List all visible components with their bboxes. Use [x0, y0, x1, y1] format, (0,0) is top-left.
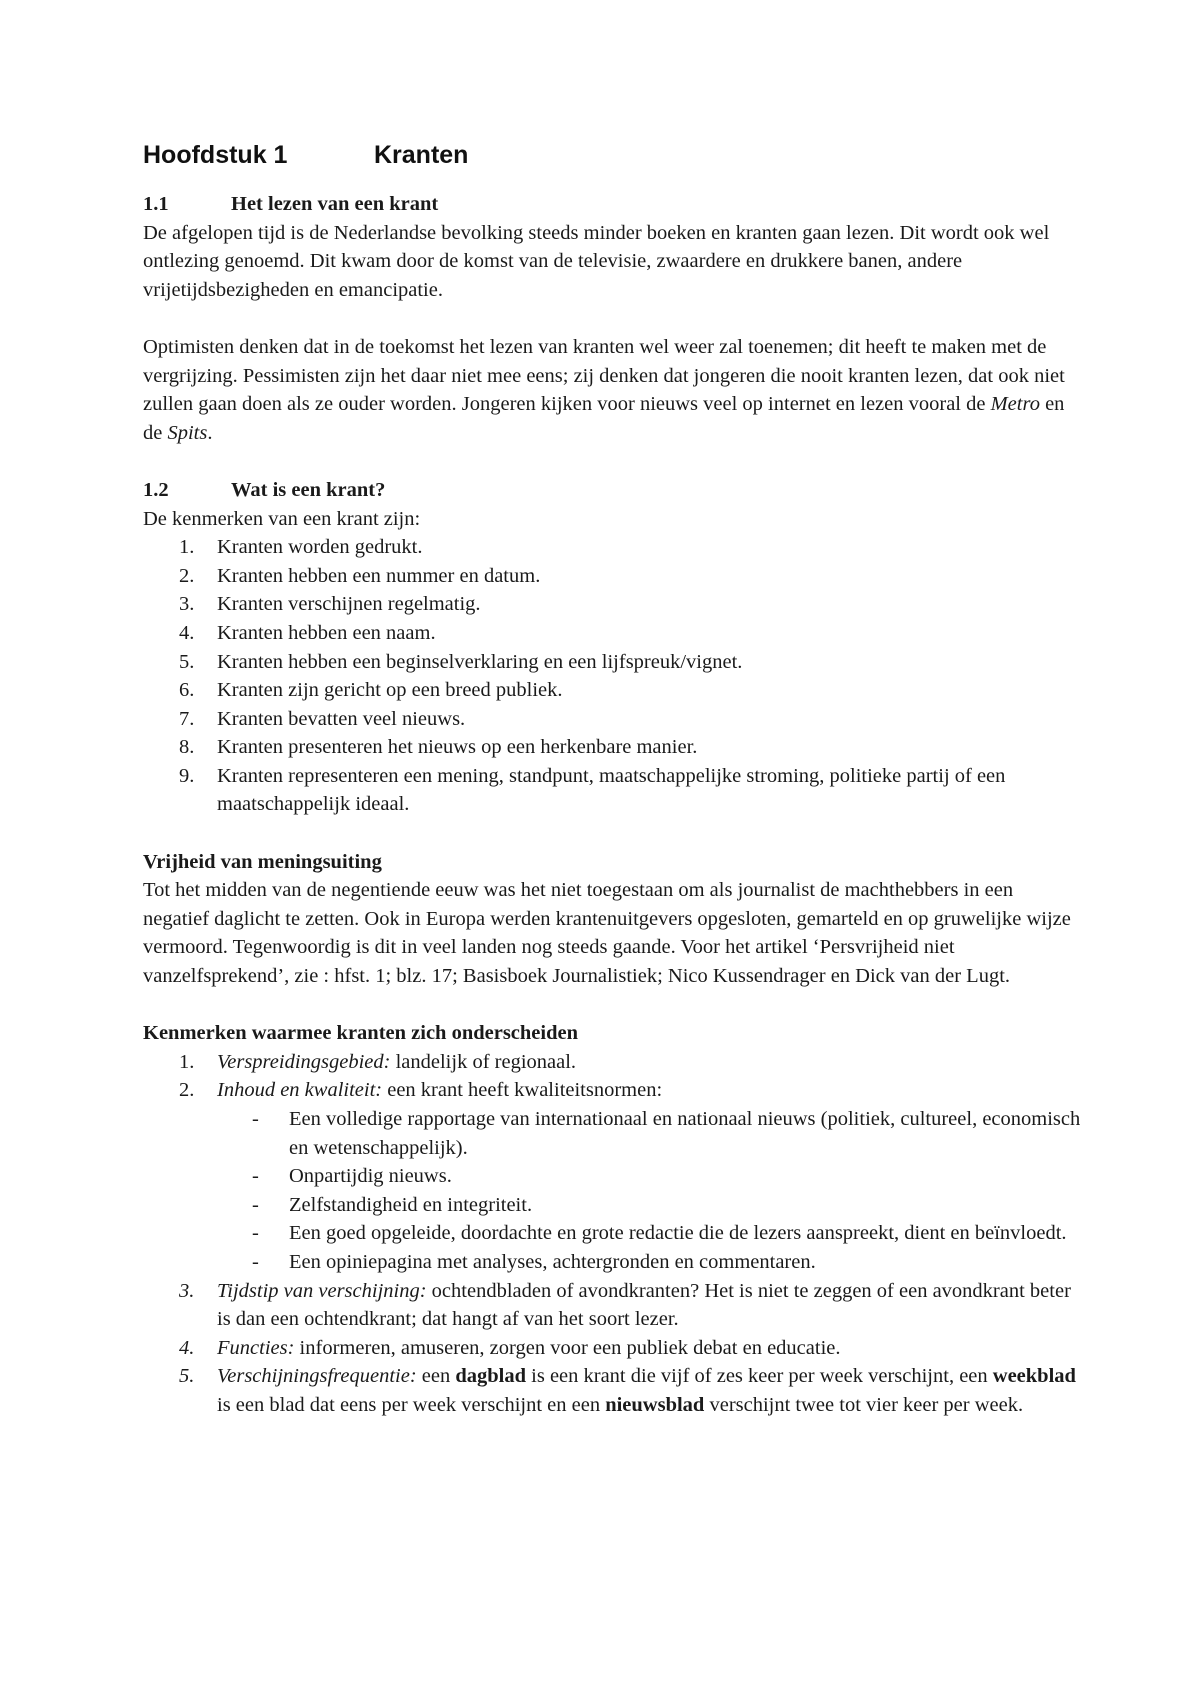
sub-list-item: [143, 1105, 1083, 1162]
list-item-label: Verspreidingsgebied:: [217, 1050, 391, 1073]
dash-bullet: -: [252, 1222, 259, 1245]
list-item-label: Functies:: [217, 1336, 295, 1359]
section-heading-1-2: [143, 476, 1083, 505]
list-item: [143, 1277, 1083, 1334]
sub-list-item-text: Een opiniepagina met analyses, achtergronden en commentaren.: [289, 1250, 816, 1273]
dash-bullet: -: [252, 1250, 259, 1273]
paragraph-optimisten: [143, 333, 1083, 447]
list-item-text: ochtendbladen of avondkranten? Het is niet te zeggen of een avondkrant beter is dan een ochtendkrant; dat hangt af van het soort lezer.: [217, 1279, 1071, 1331]
list-item: [143, 733, 1083, 762]
list-item-text: een krant heeft kwaliteitsnormen:: [382, 1079, 663, 1102]
paragraph-vrijheid: Tot het midden van de negentiende eeuw was het niet toegestaan om als journalist de machthebbers in een negatief daglicht te zetten. Ook in Europa werden krantenuitgevers opgesloten, gemarteld en op gruwelijke wijze vermoord. Tegenwoordig is dit in veel landen nog steeds gaande. Voor het artikel ‘Persvrijheid niet vanzelfsprekend’, zie : hfst. 1; blz. 17; Basisboek Journalistiek; Nico Kussendrager en Dick van der Lugt.: [143, 879, 1071, 988]
section-number: 1.1: [143, 193, 169, 215]
sub-list-item-text: Onpartijdig nieuws.: [289, 1165, 452, 1188]
list-item: [143, 705, 1083, 734]
list-item-text: Kranten hebben een naam.: [217, 621, 436, 644]
list-number: 2.: [179, 564, 195, 587]
term-dagblad: dagblad: [455, 1365, 527, 1388]
list-intro: De kenmerken van een krant zijn:: [143, 507, 421, 530]
section-number: 1.2: [143, 478, 169, 501]
subheading-vrijheid: Vrijheid van meningsuiting: [143, 850, 382, 873]
list-item-text: Kranten verschijnen regelmatig.: [217, 593, 481, 616]
onderscheid-list: [143, 1048, 1083, 1105]
list-item-text: is een blad dat eens per week verschijnt en een: [217, 1393, 606, 1416]
list-item: [143, 619, 1083, 648]
list-number: 4.: [179, 1336, 195, 1359]
list-item-text: Kranten zijn gericht op een breed publiek.: [217, 679, 563, 702]
term-nieuwsblad: nieuwsblad: [605, 1393, 705, 1416]
list-item-text: een: [416, 1365, 456, 1388]
list-item-text: Kranten worden gedrukt.: [217, 536, 423, 559]
onderscheid-list-continued: [143, 1277, 1083, 1420]
document-page: [143, 138, 1083, 1420]
list-number: 5.: [179, 650, 195, 673]
list-item: [143, 590, 1083, 619]
newspaper-name-spits: Spits: [167, 421, 208, 444]
sub-list-item-text: Zelfstandigheid en integriteit.: [289, 1193, 533, 1216]
term-weekblad: weekblad: [992, 1365, 1076, 1388]
list-item: [143, 1334, 1083, 1363]
newspaper-name-metro: Metro: [990, 393, 1040, 416]
list-number: 8.: [179, 736, 195, 759]
list-item-text: Kranten bevatten veel nieuws.: [217, 707, 466, 730]
sub-list-item-text: Een volledige rapportage van internationaal en nationaal nieuws (politiek, cultureel, economisch en wetenschappelijk).: [289, 1108, 1081, 1159]
sub-list-item: [143, 1191, 1083, 1220]
list-item-label: Inhoud en kwaliteit:: [217, 1079, 383, 1102]
paragraph-ontlezing: De afgelopen tijd is de Nederlandse bevolking steeds minder boeken en kranten gaan lezen. Dit wordt ook wel ontlezing genoemd. Dit kwam door de komst van de televisie, zwaardere en drukkere banen, andere vrijetijdsbezigheden en emancipatie.: [143, 221, 1050, 301]
list-item-text: verschijnt twee tot vier keer per week.: [704, 1393, 1024, 1416]
list-number: 2.: [179, 1079, 195, 1102]
sub-list-item-text: Een goed opgeleide, doordachte en grote redactie die de lezers aanspreekt, dient en beïnvloedt.: [289, 1222, 1067, 1245]
subheading-kenmerken: Kenmerken waarmee kranten zich onderscheiden: [143, 1022, 578, 1045]
section-heading-1-1: [143, 190, 1083, 219]
chapter-heading: [143, 138, 1083, 172]
chapter-title: Kranten: [374, 141, 469, 169]
list-item-label: Tijdstip van verschijning:: [217, 1279, 427, 1302]
chapter-number: Hoofdstuk 1: [143, 141, 288, 169]
list-number: 7.: [179, 707, 195, 730]
list-number: 4.: [179, 621, 195, 644]
list-item-text: Kranten presenteren het nieuws op een herkenbare manier.: [217, 736, 698, 759]
list-number: 1.: [179, 1050, 195, 1073]
list-item: [143, 562, 1083, 591]
list-item: [143, 762, 1083, 819]
list-item: [143, 676, 1083, 705]
list-item-text: Kranten hebben een beginselverklaring en een lijfspreuk/vignet.: [217, 650, 743, 673]
sub-list-item: [143, 1248, 1083, 1277]
list-item: [143, 1076, 1083, 1105]
section-title: Het lezen van een krant: [231, 193, 439, 215]
sub-list-item: [143, 1219, 1083, 1248]
list-item-text: informeren, amuseren, zorgen voor een publiek debat en educatie.: [294, 1336, 841, 1359]
list-number: 9.: [179, 764, 195, 787]
paragraph-text: .: [207, 421, 213, 444]
paragraph-text: en de: [143, 393, 1065, 444]
dash-bullet: -: [252, 1165, 259, 1188]
dash-bullet: -: [252, 1193, 259, 1216]
list-number: 5.: [179, 1365, 195, 1388]
list-number: 1.: [179, 536, 195, 559]
dash-bullet: -: [252, 1108, 259, 1130]
kwaliteitsnormen-list: [143, 1105, 1083, 1277]
list-item-text: is een krant die vijf of zes keer per week verschijnt, een: [526, 1365, 993, 1388]
sub-list-item: [143, 1162, 1083, 1191]
kenmerken-list: [143, 533, 1083, 819]
list-number: 3.: [179, 1279, 195, 1302]
list-number: 6.: [179, 679, 195, 702]
list-item-text: landelijk of regionaal.: [390, 1050, 577, 1073]
list-item: [143, 1048, 1083, 1077]
paragraph-text: Optimisten denken dat in de toekomst het lezen van kranten wel weer zal toenemen; dit heeft te maken met de vergrijzing. Pessimisten zijn het daar niet mee eens; zij denken dat jongeren die nooit kranten lezen, dat ook niet zullen gaan doen als ze ouder worden. Jongeren kijken voor nieuws veel op internet en lezen vooral de: [143, 335, 1065, 416]
list-item-text: Kranten representeren een mening, standpunt, maatschappelijke stroming, politieke partij of een maatschappelijk ideaal.: [217, 764, 1006, 816]
list-item: [143, 533, 1083, 562]
list-item-text: Kranten hebben een nummer en datum.: [217, 564, 541, 587]
list-item: [143, 648, 1083, 677]
list-number: 3.: [179, 593, 195, 616]
list-item: [143, 1362, 1083, 1419]
list-item-label: Verschijningsfrequentie:: [217, 1365, 417, 1388]
section-title: Wat is een krant?: [231, 478, 386, 501]
